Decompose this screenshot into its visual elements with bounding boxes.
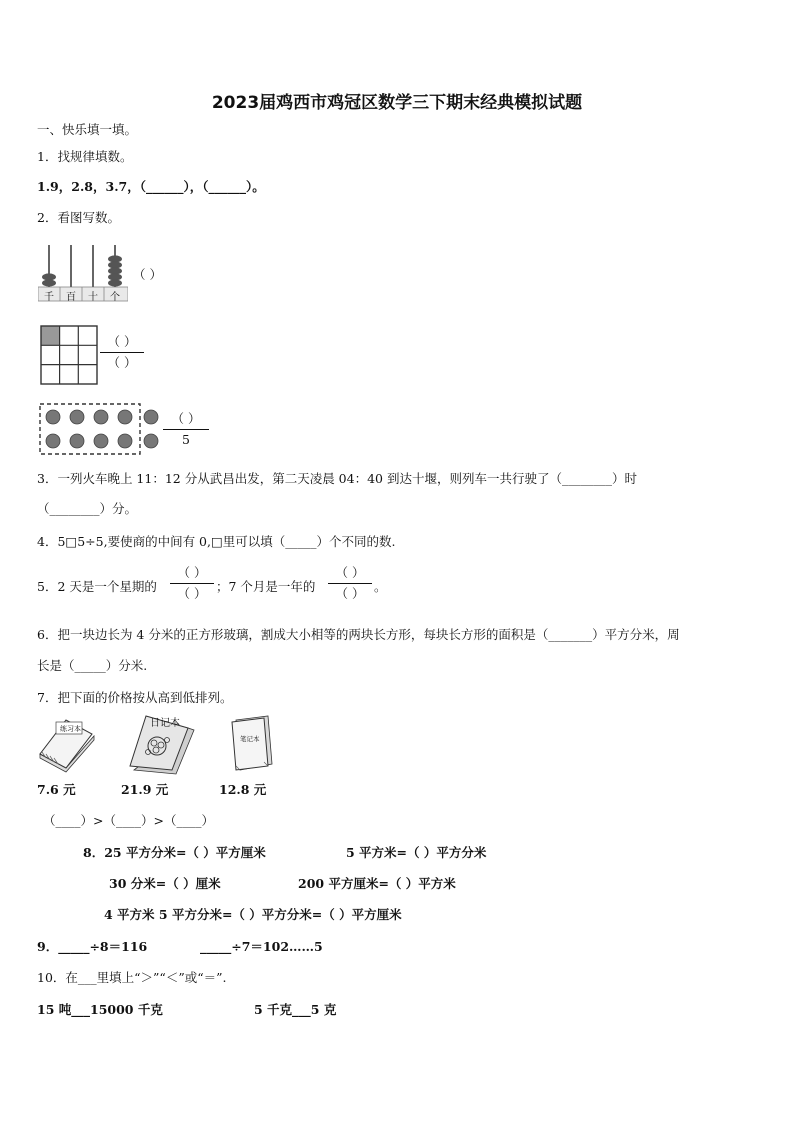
question-9-part-b: _____÷7＝102……5 [200,939,323,954]
grid-fraction [100,333,144,372]
question-1-label: 1．找规律填数。 [37,149,133,164]
question-8-row-2-right: 200 平方厘米=（ ）平方米 [298,876,456,891]
question-5-fraction-1 [170,564,214,603]
question-6-line-1: 6．把一块边长为 4 分米的正方形玻璃，割成大小相等的两块长方形，每块长方形的面积是（_______）平方分米，周 [37,627,680,642]
exercise-book-image [36,712,96,776]
abacus-label-tens: 十 [88,292,98,303]
question-10-part-b: 5 千克___5 克 [254,1002,337,1017]
grid-fraction-numerator: （ ） [107,334,137,349]
fraction-numerator: （ ） [335,565,365,580]
question-6-line-2: 长是（_____）分米. [37,658,148,673]
question-7-order: （____）>（____）>（____） [43,813,214,828]
fraction-bar [100,352,144,353]
fraction-numerator: （ ） [177,565,207,580]
question-8-row-3: 4 平方米 5 平方分米=（ ）平方分米=（ ）平方厘米 [104,907,402,922]
diary-price: 21.9 元 [121,782,169,797]
question-3-line-2: （________）分。 [37,501,138,516]
question-5-text-2: ；7 个月是一年的 [216,579,316,594]
question-10-label: 10．在___里填上“＞”“＜”或“＝”. [37,970,227,985]
beads-image [38,402,164,456]
question-8-row-1-left: 8．25 平方分米=（ ）平方厘米 [83,845,266,860]
beads-fraction-denominator: 5 [182,432,190,447]
question-5-fraction-2 [328,564,372,603]
fraction-denominator: （ ） [335,586,365,601]
beads-fraction [163,410,209,449]
notebook-price: 12.8 元 [219,782,267,797]
abacus-label-hundreds: 百 [66,292,76,303]
grid-fraction-denominator: （ ） [107,355,137,370]
abacus-label-ones: 个 [110,292,120,303]
notebook-cover-label: 笔记本 [240,735,260,743]
exercise-book-price: 7.6 元 [37,782,76,797]
question-5-text-1: 5．2 天是一个星期的 [37,579,157,594]
beads-fraction-numerator: （ ） [171,411,201,426]
diary-cover-label: 日记本 [150,718,180,729]
question-5-text-3: 。 [374,579,387,594]
question-7-label: 7．把下面的价格按从高到低排列。 [37,690,233,705]
question-9-part-a: 9．_____÷8＝116 [37,939,148,954]
abacus-answer-blank: （ ） [133,267,162,282]
question-1-sequence: 1.9，2.8，3.7，（______），（______）。 [37,179,265,194]
notebook-image [230,714,274,772]
section-heading: 一、快乐填一填。 [37,122,138,137]
abacus-label-thousands: 千 [44,292,54,303]
grid-image [40,325,98,385]
exercise-book-cover-label: 练习本 [60,725,81,733]
question-2-label: 2．看图写数。 [37,210,120,225]
fraction-bar [328,583,372,584]
question-10-part-a: 15 吨___15000 千克 [37,1002,163,1017]
question-8-row-1-right: 5 平方米=（ ）平方分米 [346,845,487,860]
question-3-line-1: 3．一列火车晚上 11：12 分从武昌出发，第二天凌晨 04：40 到达十堰，则列车一共行驶了（________）时 [37,471,637,486]
question-4: 4．5□5÷5,要使商的中间有 0,□里可以填（_____）个不同的数. [37,534,396,549]
page-title: 2023届鸡西市鸡冠区数学三下期末经典模拟试题 [211,93,583,113]
fraction-denominator: （ ） [177,586,207,601]
question-8-row-2-left: 30 分米=（ ）厘米 [109,876,221,891]
fraction-bar [163,429,209,430]
fraction-bar [170,583,214,584]
